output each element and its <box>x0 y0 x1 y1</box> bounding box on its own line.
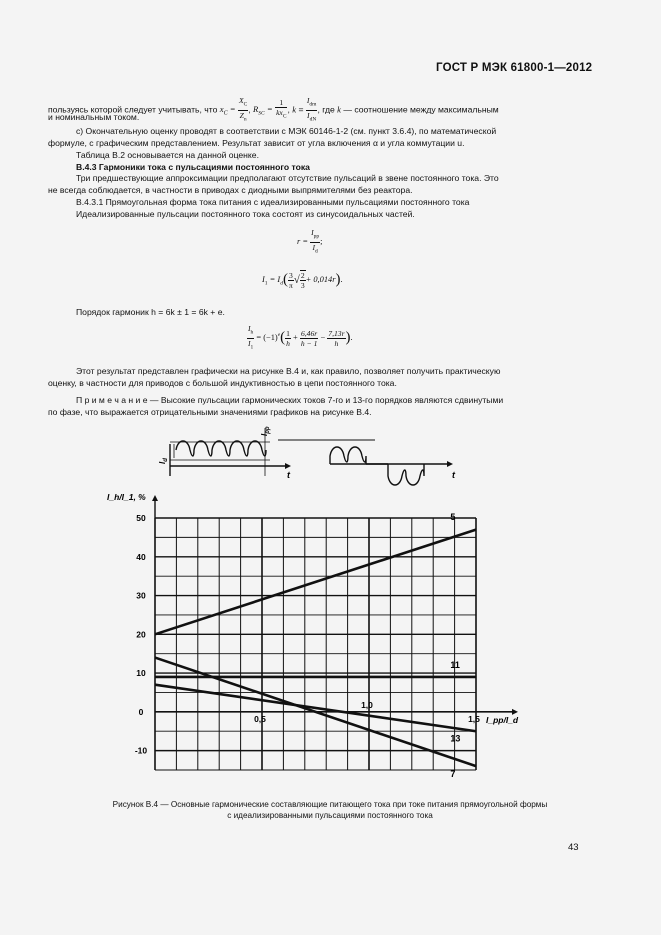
y-tick-label: 40 <box>136 551 146 562</box>
ih-num: I <box>248 324 251 333</box>
y-tick-label: 10 <box>136 668 146 679</box>
x-axis-label: I_pp/I_d <box>486 714 519 725</box>
ipp-sub: pp <box>265 426 271 434</box>
ih-hm1: h − 1 <box>300 338 318 348</box>
ih-den: I <box>248 338 251 348</box>
series-label-5: 5 <box>450 511 456 522</box>
x-tick-label: 1,5 <box>468 713 480 724</box>
figure-caption-line1: Рисунок В.4 — Основные гармонические составляющие питающего тока при токе питания прямоугольной формы <box>112 800 548 809</box>
note-line2: по фазе, что выражается отрицательными значениями графиков на рисунке В.4. <box>48 407 372 417</box>
intro-text-a: пользуясь которой следует учитывать, что <box>48 104 218 115</box>
series-label-11: 11 <box>450 660 460 671</box>
idm-num: I <box>306 96 310 105</box>
series-line-13 <box>155 685 476 732</box>
k-symbol: k <box>292 104 297 115</box>
x-tick-label: 0,5 <box>254 713 266 724</box>
xc-num-sub: C <box>243 101 248 108</box>
kxc-den: kx <box>276 108 283 118</box>
ih-end: . <box>350 332 353 342</box>
section-line2: не всегда соблюдается, в частности в приводах с диодными выпрямителями без реактора. <box>48 185 413 195</box>
chart-series <box>155 530 476 766</box>
formula-ih: $\frac{I_h}{I_1}$ = $(-1)^e$( $\frac{1}{h}$ + $\frac{6,46r}{h - 1}$ − $\frac{7,13r}{h}$ ). <box>248 324 353 351</box>
ih-e: e <box>277 332 281 339</box>
harmonics-chart <box>100 490 520 790</box>
waveform-diagram <box>150 418 470 494</box>
rsc-symbol: R <box>253 104 259 115</box>
series-line-5 <box>155 530 476 635</box>
xc-fraction <box>238 96 248 124</box>
intro-text-b: , где <box>317 104 335 115</box>
y-axis-arrow <box>152 495 158 501</box>
idn-sub: dN <box>309 116 317 123</box>
para-c-line2: формуле, с графическим представлением. Результат зависит от угла включения α и угла коммутации u. <box>48 138 465 148</box>
i1-end: . <box>340 274 343 284</box>
note-line1: П р и м е ч а н и е — Высокие пульсации гармонических токов 7-го и 13-го порядков являются сдвинутыми <box>76 395 504 405</box>
ih-minus: − <box>320 332 326 342</box>
i1-two: 2 <box>300 271 305 280</box>
svg-text:Ipp <box>260 426 271 436</box>
ih-h: h <box>286 338 290 348</box>
negative-half-wave <box>388 464 424 485</box>
ih-den-sub: 1 <box>250 344 254 351</box>
result-line2: оценку, в частности для приводов с большой индуктивностью в цепи постоянного тока. <box>48 378 397 388</box>
y-tick-label: 30 <box>136 590 146 601</box>
idm-sub: dm <box>309 101 317 108</box>
rsc-num: 1 <box>275 98 287 108</box>
i1-d-sub: d <box>280 280 283 287</box>
id-sub: d <box>163 458 169 462</box>
page-number: 43 <box>568 842 579 853</box>
ih-h2: h <box>334 338 339 348</box>
zn-den: Z <box>239 110 244 120</box>
ih-a: 6,46r <box>300 328 318 338</box>
xc-num: X <box>238 96 244 105</box>
idn-den: I <box>307 110 310 120</box>
t-label-right: t <box>452 470 455 480</box>
r-num: I <box>311 228 314 237</box>
i1-tail: + 0,014r <box>305 274 336 284</box>
id-label: I <box>158 461 167 464</box>
rsc-fraction <box>275 98 287 122</box>
standard-header: ГОСТ Р МЭК 61800-1—2012 <box>436 62 593 74</box>
r-den-sub: d <box>315 248 318 255</box>
paragraph-intro: пользуясь которой следует учитывать, что $x_C$ = $\frac{X_C}{Z_n}$ , $R_{SC}$ = $\frac{1}{kx_C}$ , k = $\frac{I_{dm}}{I_{dN}}$ , где k — соотношение между максимальным <box>48 96 499 123</box>
positive-half-wave <box>330 447 366 464</box>
left-ripple-wave <box>176 441 266 456</box>
ipp-label: I <box>260 433 269 436</box>
ih-plus: + <box>293 332 298 342</box>
r-end: ; <box>320 236 323 246</box>
para-c-line1: c) Окончательную оценку проводят в соответствии с МЭК 60146-1-2 (см. пункт 3.6.4), по математической <box>76 126 497 136</box>
r-num-sub: pp <box>313 233 320 240</box>
y-tick-label: 50 <box>136 513 146 523</box>
ih-num-sub: h <box>250 329 254 336</box>
r-den: I <box>312 242 316 252</box>
xc-symbol: $x_C$ = <box>219 104 236 117</box>
intro-text-c: — соотношение между максимальным <box>343 104 499 115</box>
ih-one: 1 <box>286 328 290 338</box>
kxc-den-sub: C <box>282 113 287 120</box>
i1-pi: π <box>288 280 293 290</box>
formula-r: r = $\frac{I_{pp}}{I_d}$ ; <box>297 228 323 255</box>
section-title: В.4.3 Гармоники тока с пульсациями постоянного тока <box>76 162 310 172</box>
series-label-7: 7 <box>450 768 456 779</box>
k-fraction <box>306 96 318 124</box>
i1-three-b: 3 <box>300 281 305 290</box>
i1-lhs: I <box>262 274 265 284</box>
ih-sign: = (−1) <box>256 332 278 342</box>
y-axis-label: I_h/I_1, % <box>107 492 146 502</box>
para-c-line3: Таблица В.2 основывается на данной оценке. <box>76 150 259 160</box>
x-tick-label: 1,0 <box>361 699 373 710</box>
rsc-sub: SC <box>258 111 265 117</box>
zn-den-sub: n <box>243 116 247 123</box>
svg-text:Id <box>158 458 169 464</box>
y-tick-label: 0 <box>138 706 144 717</box>
i1-three: 3 <box>288 270 293 280</box>
series-label-13: 13 <box>450 733 461 744</box>
section-line3: В.4.3.1 Прямоугольная форма тока питания с идеализированными пульсациями постоянного тока <box>76 197 470 207</box>
result-line1: Этот результат представлен графически на рисунке В.4 и, как правило, позволяет получить практическую <box>76 366 501 376</box>
y-tick-label: -10 <box>134 745 148 756</box>
i1-eq: = I <box>269 274 281 284</box>
ih-b: 7,13r <box>328 328 345 338</box>
harmonic-order: Порядок гармоник h = 6k ± 1 = 6k + e. <box>76 307 225 317</box>
y-tick-label: 20 <box>136 629 146 640</box>
intro-text-d: и номинальным током. <box>48 112 140 122</box>
section-line4: Идеализированные пульсации постоянного тока состоят из синусоидальных частей. <box>76 209 415 219</box>
formula-i1: $I_1 = I_d$( $\frac{3}{\pi}$ √ $\frac{2}{3}$ + 0,014r). <box>262 270 343 290</box>
i1-lhs-sub: 1 <box>264 280 268 287</box>
t-label-left: t <box>287 470 290 480</box>
figure-caption-line2: с идеализированными пульсациями постоянного тока <box>227 811 433 820</box>
section-line1: Три предшествующие аппроксимации предполагают отсутствие пульсаций в звене постоянного тока. Это <box>76 173 499 183</box>
